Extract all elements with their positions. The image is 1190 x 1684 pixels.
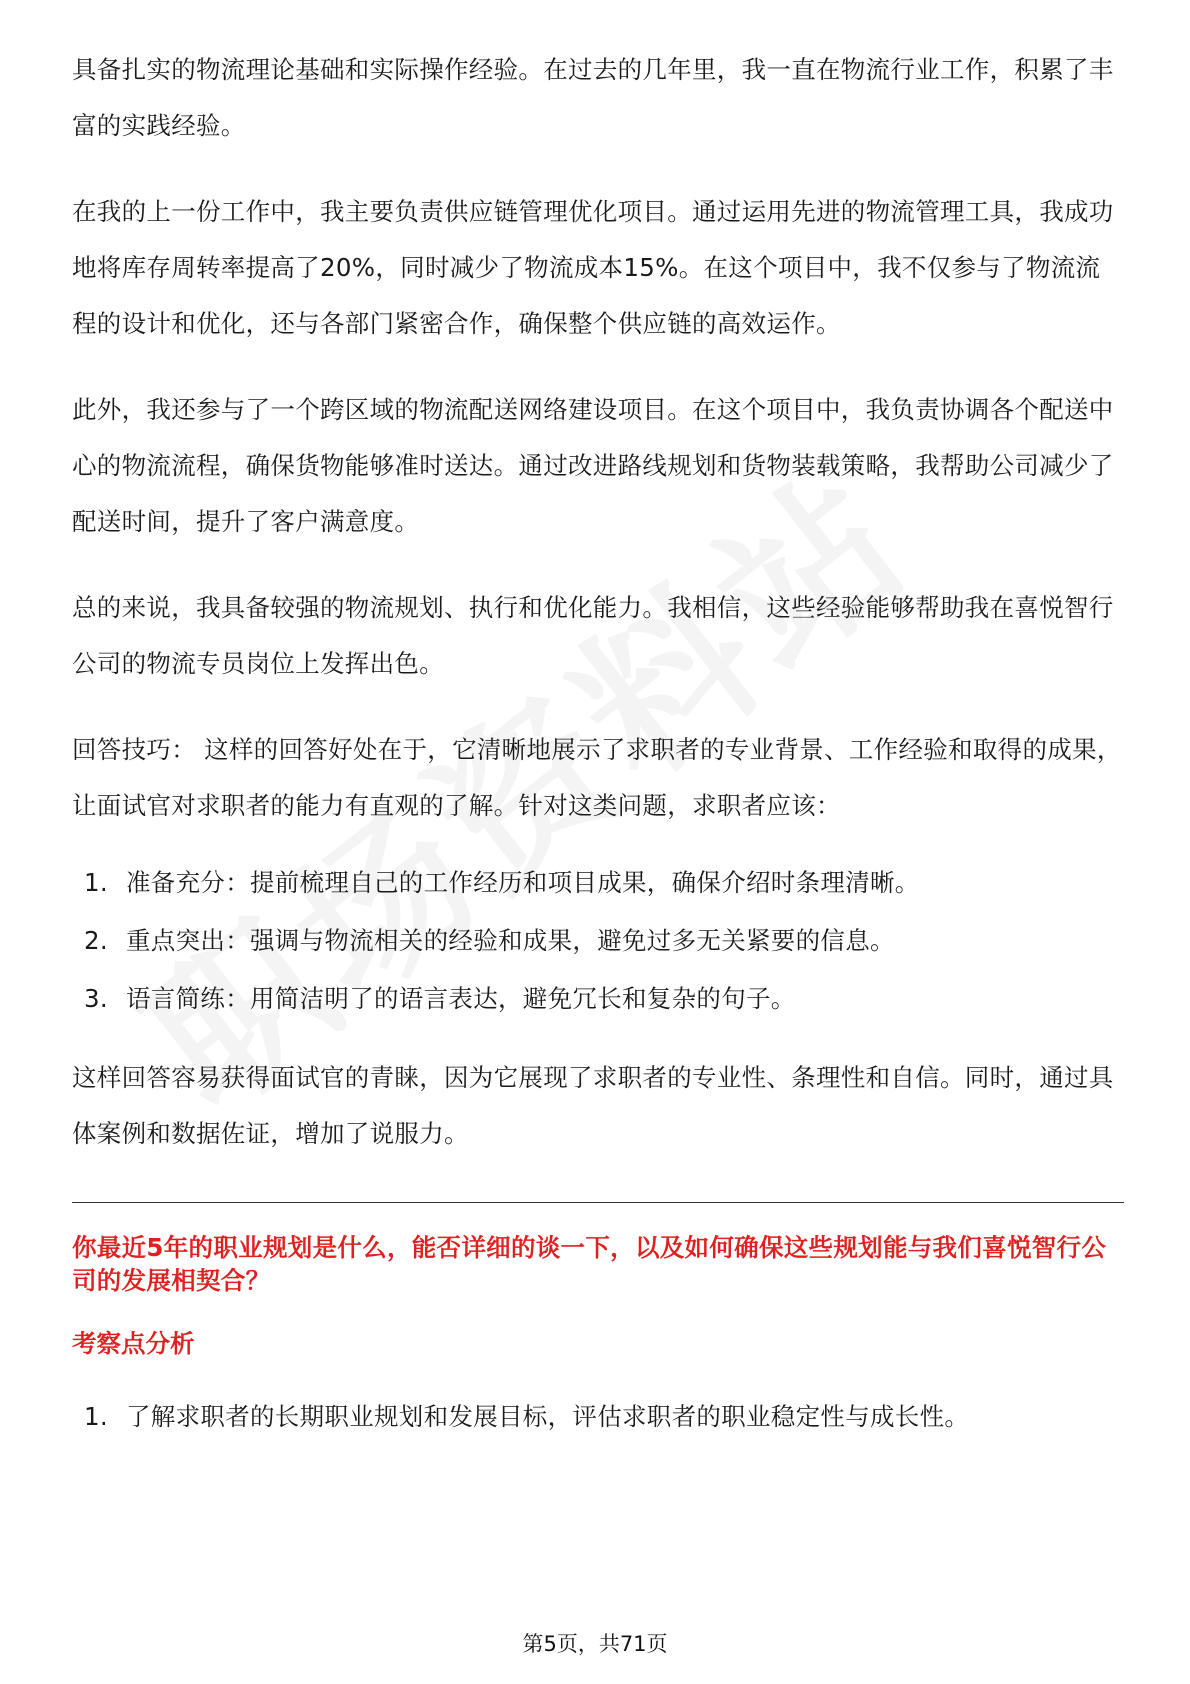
interview-question: 你最近5年的职业规划是什么，能否详细的谈一下，以及如何确保这些规划能与我们喜悦智行公司的发展相契合？ [72, 1233, 1107, 1295]
list-item [84, 1388, 1124, 1446]
list-text: 语言简练：用简洁明了的语言表达，避免冗长和复杂的句子。 [126, 984, 796, 1013]
list-item [84, 854, 1124, 912]
paragraph-network-project: 此外，我还参与了一个跨区域的物流配送网络建设项目。在这个项目中，我负责协调各个配送中心的物流流程，确保货物能够准时送达。通过改进路线规划和货物装载策略，我帮助公司减少了配送时间，提升了客户满意度。 [72, 395, 1114, 536]
list-item [84, 970, 1124, 1028]
analysis-list [72, 1388, 1124, 1446]
list-item [84, 912, 1124, 970]
section-divider [72, 1202, 1124, 1203]
list-number: 1. [84, 868, 108, 897]
paragraph-answer-tips: 回答技巧： 这样的回答好处在于，它清晰地展示了求职者的专业背景、工作经验和取得的成果，让面试官对求职者的能力有直观的了解。针对这类问题，求职者应该： [72, 735, 1122, 820]
page-number: 第5页，共71页 [522, 1632, 668, 1656]
page-content [72, 42, 1124, 1456]
list-number: 3. [84, 984, 108, 1013]
tips-list [72, 854, 1124, 1028]
paragraph-closing: 这样回答容易获得面试官的青睐，因为它展现了求职者的专业性、条理性和自信。同时，通过具体案例和数据佐证，增加了说服力。 [72, 1063, 1114, 1148]
list-text: 了解求职者的长期职业规划和发展目标，评估求职者的职业稳定性与成长性。 [126, 1402, 970, 1431]
paragraph-intro: 具备扎实的物流理论基础和实际操作经验。在过去的几年里，我一直在物流行业工作，积累了丰富的实践经验。 [72, 55, 1114, 140]
analysis-title: 考察点分析 [72, 1329, 195, 1358]
list-number: 2. [84, 926, 108, 955]
list-number: 1. [84, 1402, 108, 1431]
paragraph-summary: 总的来说，我具备较强的物流规划、执行和优化能力。我相信，这些经验能够帮助我在喜悦智行公司的物流专员岗位上发挥出色。 [72, 593, 1114, 678]
list-text: 重点突出：强调与物流相关的经验和成果，避免过多无关紧要的信息。 [126, 926, 895, 955]
paragraph-supply-chain: 在我的上一份工作中，我主要负责供应链管理优化项目。通过运用先进的物流管理工具，我成功地将库存周转率提高了20%，同时减少了物流成本15%。在这个项目中，我不仅参与了物流流程的设计和优化，还与各部门紧密合作，确保整个供应链的高效运作。 [72, 197, 1114, 338]
list-text: 准备充分：提前梳理自己的工作经历和项目成果，确保介绍时条理清晰。 [126, 868, 920, 897]
